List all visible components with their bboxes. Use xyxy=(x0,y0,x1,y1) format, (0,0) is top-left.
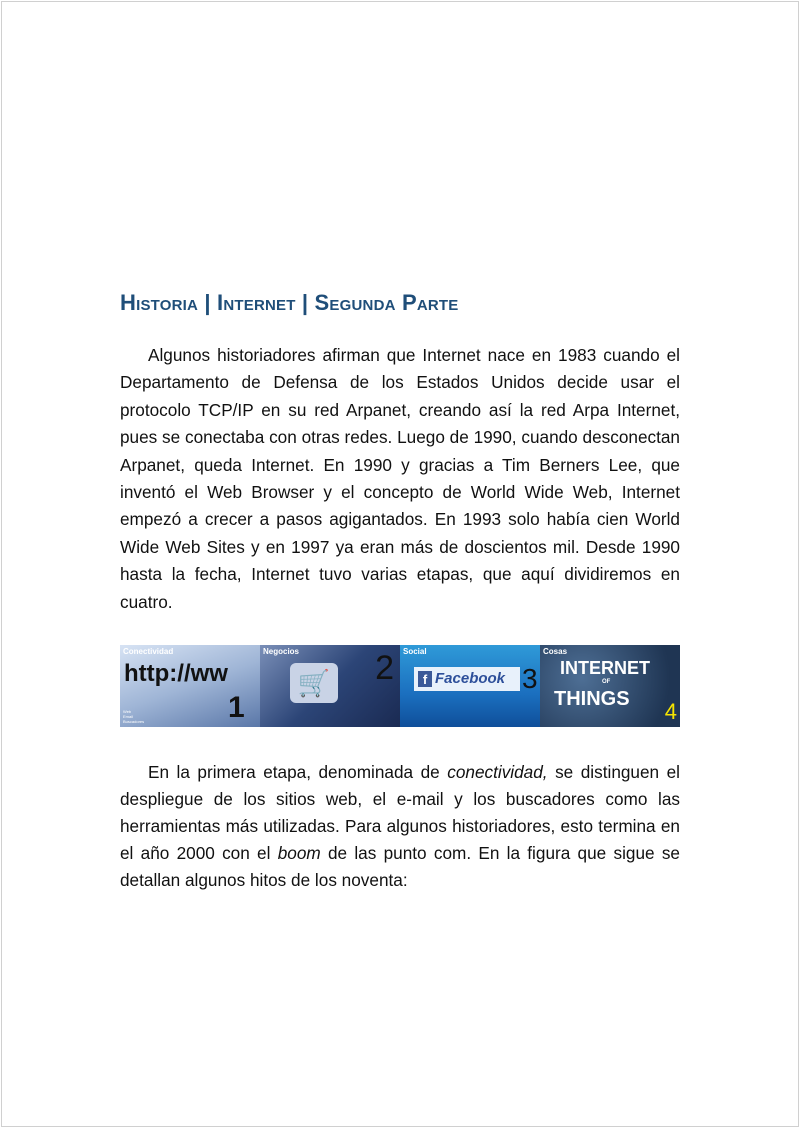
text-segment: En la primera etapa, denominada de xyxy=(148,762,448,782)
tile-main-text: INTERNET xyxy=(560,658,650,678)
emphasis-boom: boom xyxy=(277,843,321,863)
emphasis-conectividad: conectividad, xyxy=(447,762,548,782)
tile-items: Web Email Buscadores xyxy=(123,709,145,724)
stage-tile-conectividad xyxy=(120,645,260,727)
tile-label: Negocios xyxy=(263,647,300,656)
internet-stages-figure xyxy=(120,645,680,727)
tile-main-text: Facebook xyxy=(435,670,506,687)
tile-number: 1 xyxy=(228,691,245,724)
text-segment: de las punto com. En la figura que sigue se detallan algunos hitos de los noventa: xyxy=(120,843,680,890)
tile-of-text: OF xyxy=(602,679,611,685)
tile-number: 3 xyxy=(522,663,538,694)
tile-label: Conectividad xyxy=(123,647,174,656)
facebook-logo-icon: f xyxy=(418,671,432,687)
tile-label: Social xyxy=(403,647,427,656)
shopping-cart-icon: 🛒 xyxy=(290,663,338,703)
tile-main-text-2: THINGS xyxy=(554,688,630,710)
tile-main-text: http://ww xyxy=(124,660,228,687)
stage-tile-social xyxy=(400,645,540,727)
stage-tile-negocios xyxy=(260,645,400,727)
text-segment: se distinguen el despliegue de los sitios web, el e-mail y los buscadores como las herramientas más utilizadas. Para algunos historiadores, esto termina en el año 2000 con el xyxy=(120,762,681,863)
tile-label: Cosas xyxy=(543,647,568,656)
paragraph-conectividad xyxy=(120,759,680,894)
section-heading: Historia | Internet | Segunda Parte xyxy=(120,290,459,315)
tile-number: 2 xyxy=(375,649,394,687)
tile-number: 4 xyxy=(664,699,677,724)
stage-tile-cosas xyxy=(540,645,680,727)
paragraph-intro: Algunos historiadores afirman que Internet nace en 1983 cuando el Departamento de Defensa de los Estados Unidos decide usar el protocolo TCP/IP en su red Arpanet, creando así la red Arpa Internet, pues se conectaba con otras redes. Luego de 1990, cuando desconectan Arpanet, queda Internet. En 1990 y gracias a Tim Berners Lee, que inventó el Web Browser y el concepto de World Wide Web, Internet empezó a crecer a pasos agigantados. En 1993 solo había cien World Wide Web Sites y en 1997 ya eran más de doscientos mil. Desde 1990 hasta la fecha, Internet tuvo varias etapas, que aquí dividiremos en cuatro. xyxy=(120,345,680,612)
